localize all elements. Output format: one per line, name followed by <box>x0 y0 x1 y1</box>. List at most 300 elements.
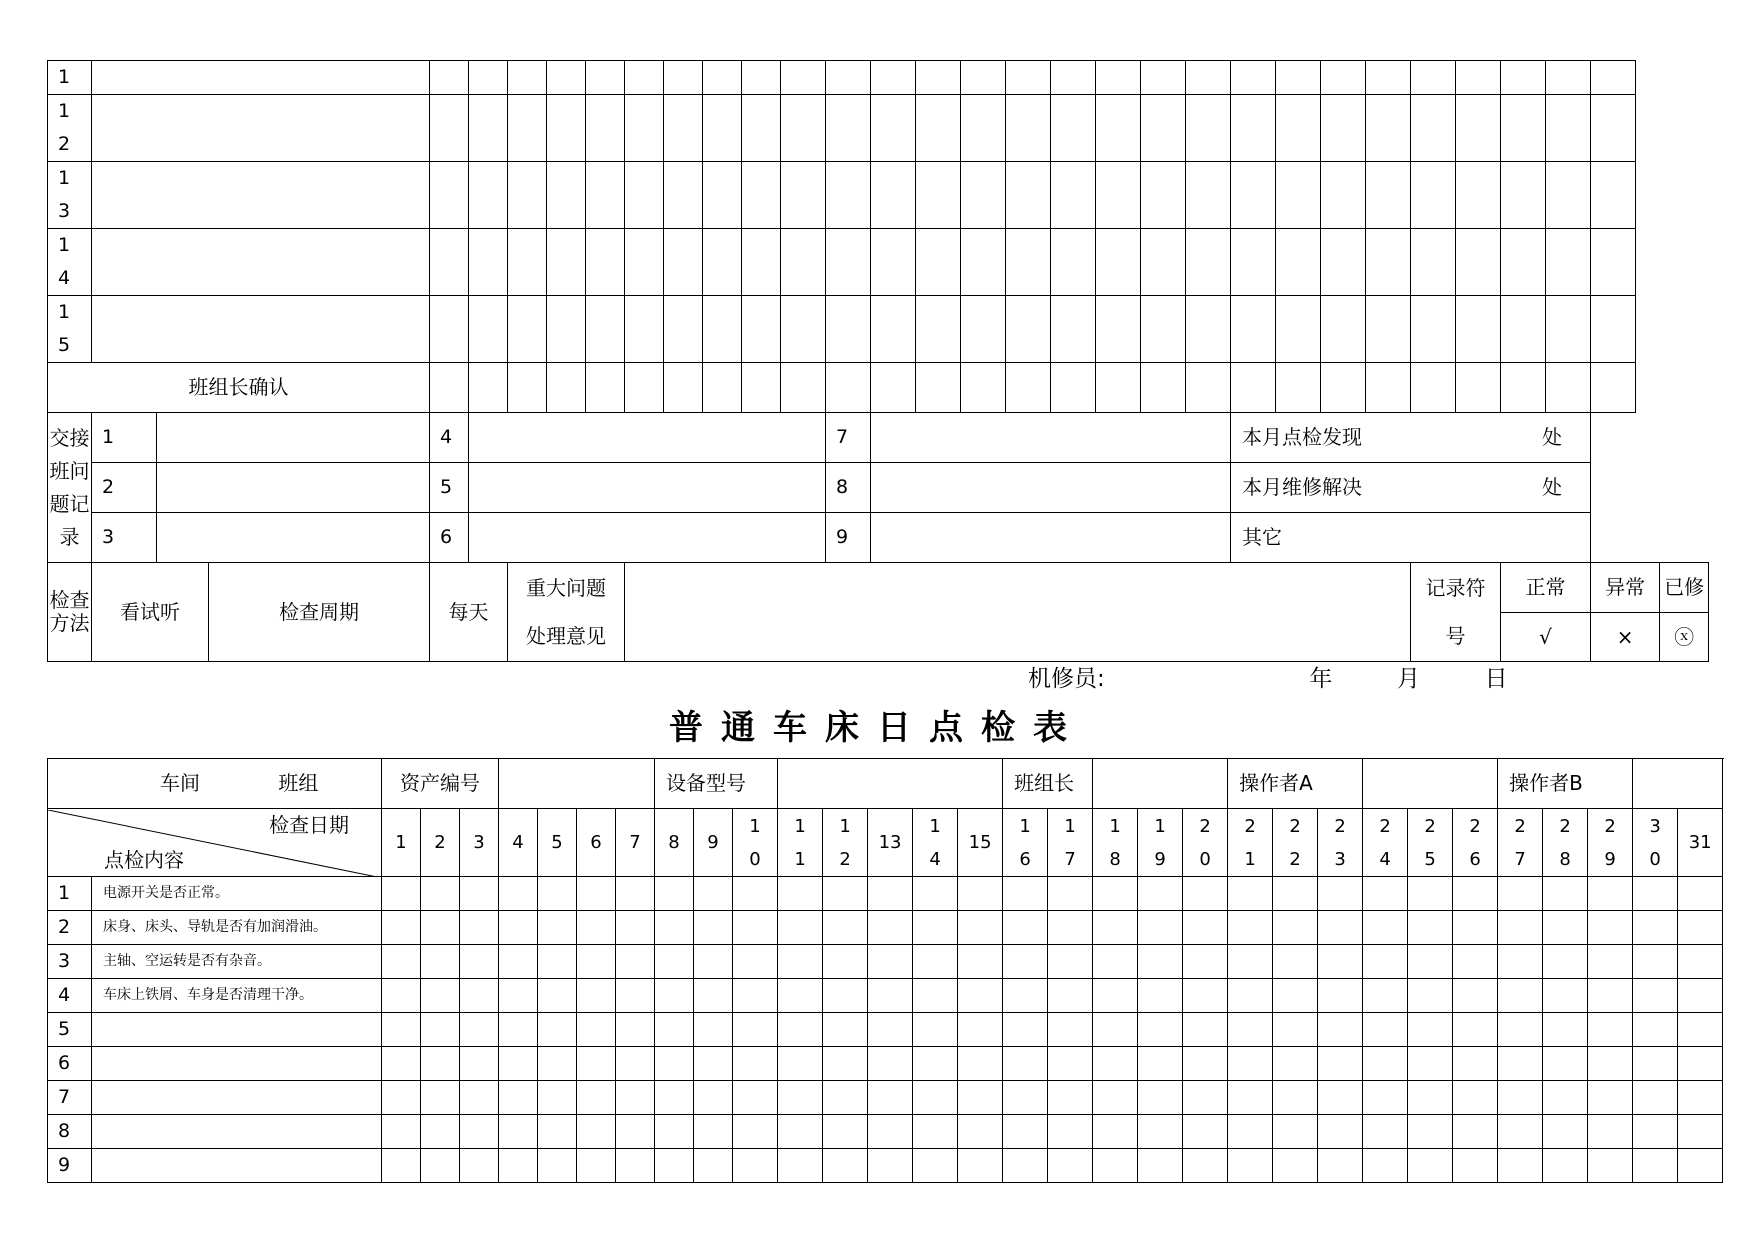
day-check-cell[interactable] <box>1588 945 1633 979</box>
day-check-cell[interactable] <box>781 162 826 229</box>
day-check-cell[interactable] <box>1678 1081 1723 1115</box>
day-check-cell[interactable] <box>1498 945 1543 979</box>
day-check-cell[interactable] <box>664 162 703 229</box>
day-check-cell[interactable] <box>1411 162 1456 229</box>
day-check-cell[interactable] <box>1633 979 1678 1013</box>
day-check-cell[interactable] <box>826 229 871 296</box>
day-check-cell[interactable] <box>499 911 538 945</box>
leader-confirm-cell[interactable] <box>1366 363 1411 413</box>
day-check-cell[interactable] <box>1231 162 1276 229</box>
day-check-cell[interactable] <box>1633 1081 1678 1115</box>
day-check-cell[interactable] <box>1093 979 1138 1013</box>
day-check-cell[interactable] <box>1186 61 1231 95</box>
day-check-cell[interactable] <box>1048 1149 1093 1183</box>
day-check-cell[interactable] <box>1231 61 1276 95</box>
day-check-cell[interactable] <box>1321 229 1366 296</box>
day-check-cell[interactable] <box>1498 911 1543 945</box>
day-check-cell[interactable] <box>694 877 733 911</box>
day-check-cell[interactable] <box>1363 1081 1408 1115</box>
day-check-cell[interactable] <box>781 296 826 363</box>
day-check-cell[interactable] <box>508 61 547 95</box>
handover-entry[interactable] <box>157 513 430 563</box>
day-check-cell[interactable] <box>586 229 625 296</box>
leader-confirm-cell[interactable] <box>586 363 625 413</box>
day-check-cell[interactable] <box>499 945 538 979</box>
day-check-cell[interactable] <box>913 945 958 979</box>
day-check-cell[interactable] <box>1633 877 1678 911</box>
day-check-cell[interactable] <box>1453 1047 1498 1081</box>
day-check-cell[interactable] <box>538 979 577 1013</box>
day-check-cell[interactable] <box>868 877 913 911</box>
day-check-cell[interactable] <box>1228 1115 1273 1149</box>
monthly-solved-cell[interactable] <box>1231 463 1591 513</box>
day-check-cell[interactable] <box>547 296 586 363</box>
day-check-cell[interactable] <box>958 1115 1003 1149</box>
day-check-cell[interactable] <box>1366 296 1411 363</box>
leader-confirm-cell[interactable] <box>469 363 508 413</box>
day-check-cell[interactable] <box>616 1149 655 1183</box>
leader-confirm-cell[interactable] <box>1456 363 1501 413</box>
day-check-cell[interactable] <box>868 1149 913 1183</box>
day-check-cell[interactable] <box>1543 911 1588 945</box>
day-check-cell[interactable] <box>421 877 460 911</box>
day-check-cell[interactable] <box>1093 1115 1138 1149</box>
day-check-cell[interactable] <box>1138 1149 1183 1183</box>
day-check-cell[interactable] <box>1453 1013 1498 1047</box>
day-check-cell[interactable] <box>655 945 694 979</box>
day-check-cell[interactable] <box>1546 229 1591 296</box>
day-check-cell[interactable] <box>382 1013 421 1047</box>
day-check-cell[interactable] <box>655 1149 694 1183</box>
day-check-cell[interactable] <box>1048 1081 1093 1115</box>
day-check-cell[interactable] <box>823 1013 868 1047</box>
day-check-cell[interactable] <box>1273 877 1318 911</box>
day-check-cell[interactable] <box>1183 979 1228 1013</box>
day-check-cell[interactable] <box>1276 296 1321 363</box>
day-check-cell[interactable] <box>421 945 460 979</box>
day-check-cell[interactable] <box>1096 61 1141 95</box>
day-check-cell[interactable] <box>1633 1149 1678 1183</box>
day-check-cell[interactable] <box>826 296 871 363</box>
day-check-cell[interactable] <box>694 1149 733 1183</box>
day-check-cell[interactable] <box>1501 296 1546 363</box>
day-check-cell[interactable] <box>1138 979 1183 1013</box>
day-check-cell[interactable] <box>655 877 694 911</box>
day-check-cell[interactable] <box>1318 1149 1363 1183</box>
day-check-cell[interactable] <box>1456 229 1501 296</box>
day-check-cell[interactable] <box>577 945 616 979</box>
day-check-cell[interactable] <box>1003 1047 1048 1081</box>
day-check-cell[interactable] <box>1501 61 1546 95</box>
handover-entry[interactable] <box>469 463 826 513</box>
day-check-cell[interactable] <box>916 95 961 162</box>
day-check-cell[interactable] <box>1228 1149 1273 1183</box>
day-check-cell[interactable] <box>1096 296 1141 363</box>
day-check-cell[interactable] <box>1093 1081 1138 1115</box>
day-check-cell[interactable] <box>499 979 538 1013</box>
leader-confirm-cell[interactable] <box>1546 363 1591 413</box>
day-check-cell[interactable] <box>460 877 499 911</box>
day-check-cell[interactable] <box>961 95 1006 162</box>
day-check-cell[interactable] <box>421 979 460 1013</box>
day-check-cell[interactable] <box>1183 911 1228 945</box>
day-check-cell[interactable] <box>1363 945 1408 979</box>
day-check-cell[interactable] <box>1318 945 1363 979</box>
day-check-cell[interactable] <box>916 229 961 296</box>
day-check-cell[interactable] <box>694 1047 733 1081</box>
day-check-cell[interactable] <box>1408 945 1453 979</box>
day-check-cell[interactable] <box>868 1047 913 1081</box>
leader-confirm-cell[interactable] <box>1186 363 1231 413</box>
day-check-cell[interactable] <box>1363 877 1408 911</box>
day-check-cell[interactable] <box>538 911 577 945</box>
day-check-cell[interactable] <box>823 979 868 1013</box>
day-check-cell[interactable] <box>1408 1115 1453 1149</box>
day-check-cell[interactable] <box>1318 1013 1363 1047</box>
day-check-cell[interactable] <box>778 877 823 911</box>
day-check-cell[interactable] <box>1588 1149 1633 1183</box>
day-check-cell[interactable] <box>694 945 733 979</box>
day-check-cell[interactable] <box>1588 1081 1633 1115</box>
day-check-cell[interactable] <box>826 95 871 162</box>
day-check-cell[interactable] <box>1498 1013 1543 1047</box>
operator-a-field[interactable] <box>1363 759 1498 809</box>
leader-confirm-cell[interactable] <box>664 363 703 413</box>
day-check-cell[interactable] <box>1006 296 1051 363</box>
day-check-cell[interactable] <box>1456 95 1501 162</box>
day-check-cell[interactable] <box>1543 1013 1588 1047</box>
day-check-cell[interactable] <box>1228 877 1273 911</box>
day-check-cell[interactable] <box>1141 61 1186 95</box>
day-check-cell[interactable] <box>538 1149 577 1183</box>
day-check-cell[interactable] <box>1321 95 1366 162</box>
day-check-cell[interactable] <box>1363 1013 1408 1047</box>
day-check-cell[interactable] <box>586 95 625 162</box>
day-check-cell[interactable] <box>1678 877 1723 911</box>
day-check-cell[interactable] <box>1543 1047 1588 1081</box>
day-check-cell[interactable] <box>823 1081 868 1115</box>
day-check-cell[interactable] <box>1273 979 1318 1013</box>
day-check-cell[interactable] <box>616 911 655 945</box>
day-check-cell[interactable] <box>958 911 1003 945</box>
day-check-cell[interactable] <box>1138 1047 1183 1081</box>
monthly-found-cell[interactable] <box>1231 413 1591 463</box>
leader-confirm-cell[interactable] <box>547 363 586 413</box>
day-check-cell[interactable] <box>1408 911 1453 945</box>
day-check-cell[interactable] <box>547 229 586 296</box>
day-check-cell[interactable] <box>1318 877 1363 911</box>
leader-confirm-cell[interactable] <box>1501 363 1546 413</box>
day-check-cell[interactable] <box>499 877 538 911</box>
day-check-cell[interactable] <box>460 945 499 979</box>
day-check-cell[interactable] <box>1408 1013 1453 1047</box>
day-check-cell[interactable] <box>1183 1149 1228 1183</box>
day-check-cell[interactable] <box>868 979 913 1013</box>
day-check-cell[interactable] <box>1411 229 1456 296</box>
day-check-cell[interactable] <box>1678 979 1723 1013</box>
day-check-cell[interactable] <box>1141 162 1186 229</box>
day-check-cell[interactable] <box>577 1047 616 1081</box>
leader-confirm-cell[interactable] <box>742 363 781 413</box>
leader-confirm-cell[interactable] <box>1096 363 1141 413</box>
day-check-cell[interactable] <box>1186 296 1231 363</box>
day-check-cell[interactable] <box>625 95 664 162</box>
day-check-cell[interactable] <box>577 979 616 1013</box>
leader-confirm-cell[interactable] <box>1276 363 1321 413</box>
day-check-cell[interactable] <box>1003 1013 1048 1047</box>
day-check-cell[interactable] <box>1498 1115 1543 1149</box>
team-leader-field[interactable] <box>1093 759 1228 809</box>
day-check-cell[interactable] <box>547 162 586 229</box>
day-check-cell[interactable] <box>382 1047 421 1081</box>
day-check-cell[interactable] <box>958 979 1003 1013</box>
leader-confirm-cell[interactable] <box>1591 363 1636 413</box>
day-check-cell[interactable] <box>871 162 916 229</box>
day-check-cell[interactable] <box>499 1047 538 1081</box>
day-check-cell[interactable] <box>1408 1081 1453 1115</box>
day-check-cell[interactable] <box>655 1013 694 1047</box>
day-check-cell[interactable] <box>1546 162 1591 229</box>
day-check-cell[interactable] <box>1591 95 1636 162</box>
day-check-cell[interactable] <box>1141 229 1186 296</box>
day-check-cell[interactable] <box>1051 162 1096 229</box>
check-content-cell[interactable] <box>92 229 430 296</box>
day-check-cell[interactable] <box>1096 229 1141 296</box>
handover-entry[interactable] <box>157 413 430 463</box>
day-check-cell[interactable] <box>868 1081 913 1115</box>
day-check-cell[interactable] <box>664 95 703 162</box>
day-check-cell[interactable] <box>1003 1115 1048 1149</box>
day-check-cell[interactable] <box>1048 979 1093 1013</box>
day-check-cell[interactable] <box>664 229 703 296</box>
day-check-cell[interactable] <box>1048 1115 1093 1149</box>
day-check-cell[interactable] <box>1048 877 1093 911</box>
check-content-cell[interactable] <box>92 61 430 95</box>
day-check-cell[interactable] <box>1273 1047 1318 1081</box>
day-check-cell[interactable] <box>694 1013 733 1047</box>
day-check-cell[interactable] <box>1408 979 1453 1013</box>
day-check-cell[interactable] <box>913 1013 958 1047</box>
day-check-cell[interactable] <box>1318 1081 1363 1115</box>
day-check-cell[interactable] <box>1588 877 1633 911</box>
day-check-cell[interactable] <box>586 61 625 95</box>
day-check-cell[interactable] <box>547 95 586 162</box>
day-check-cell[interactable] <box>1363 1047 1408 1081</box>
day-check-cell[interactable] <box>1003 877 1048 911</box>
leader-confirm-cell[interactable] <box>703 363 742 413</box>
day-check-cell[interactable] <box>430 95 469 162</box>
day-check-cell[interactable] <box>742 162 781 229</box>
day-check-cell[interactable] <box>733 1115 778 1149</box>
day-check-cell[interactable] <box>916 296 961 363</box>
major-issue-field[interactable] <box>625 563 1411 662</box>
day-check-cell[interactable] <box>460 1013 499 1047</box>
day-check-cell[interactable] <box>616 1047 655 1081</box>
day-check-cell[interactable] <box>1276 162 1321 229</box>
day-check-cell[interactable] <box>1633 1013 1678 1047</box>
day-check-cell[interactable] <box>1591 229 1636 296</box>
day-check-cell[interactable] <box>1633 1115 1678 1149</box>
day-check-cell[interactable] <box>616 1013 655 1047</box>
day-check-cell[interactable] <box>733 1149 778 1183</box>
day-check-cell[interactable] <box>961 229 1006 296</box>
day-check-cell[interactable] <box>421 1013 460 1047</box>
day-check-cell[interactable] <box>1588 1013 1633 1047</box>
day-check-cell[interactable] <box>778 1115 823 1149</box>
day-check-cell[interactable] <box>1231 296 1276 363</box>
day-check-cell[interactable] <box>1183 1047 1228 1081</box>
day-check-cell[interactable] <box>1093 1013 1138 1047</box>
day-check-cell[interactable] <box>577 1081 616 1115</box>
day-check-cell[interactable] <box>1231 95 1276 162</box>
day-check-cell[interactable] <box>469 61 508 95</box>
day-check-cell[interactable] <box>1411 296 1456 363</box>
leader-confirm-cell[interactable] <box>430 363 469 413</box>
day-check-cell[interactable] <box>1273 1149 1318 1183</box>
day-check-cell[interactable] <box>430 296 469 363</box>
day-check-cell[interactable] <box>616 1081 655 1115</box>
day-check-cell[interactable] <box>1366 95 1411 162</box>
day-check-cell[interactable] <box>1456 162 1501 229</box>
day-check-cell[interactable] <box>733 877 778 911</box>
day-check-cell[interactable] <box>655 1115 694 1149</box>
day-check-cell[interactable] <box>1006 95 1051 162</box>
day-check-cell[interactable] <box>1138 1081 1183 1115</box>
day-check-cell[interactable] <box>1318 979 1363 1013</box>
day-check-cell[interactable] <box>823 1115 868 1149</box>
day-check-cell[interactable] <box>1588 1115 1633 1149</box>
day-check-cell[interactable] <box>655 1047 694 1081</box>
day-check-cell[interactable] <box>913 1047 958 1081</box>
day-check-cell[interactable] <box>694 1081 733 1115</box>
day-check-cell[interactable] <box>499 1013 538 1047</box>
day-check-cell[interactable] <box>460 911 499 945</box>
day-check-cell[interactable] <box>577 911 616 945</box>
day-check-cell[interactable] <box>703 95 742 162</box>
day-check-cell[interactable] <box>499 1081 538 1115</box>
day-check-cell[interactable] <box>1363 1149 1408 1183</box>
day-check-cell[interactable] <box>577 1149 616 1183</box>
check-content-cell[interactable] <box>92 95 430 162</box>
day-check-cell[interactable] <box>616 1115 655 1149</box>
day-check-cell[interactable] <box>382 1081 421 1115</box>
day-check-cell[interactable] <box>1546 296 1591 363</box>
day-check-cell[interactable] <box>694 911 733 945</box>
day-check-cell[interactable] <box>871 61 916 95</box>
day-check-cell[interactable] <box>1006 61 1051 95</box>
day-check-cell[interactable] <box>430 61 469 95</box>
day-check-cell[interactable] <box>1498 1149 1543 1183</box>
leader-confirm-cell[interactable] <box>961 363 1006 413</box>
day-check-cell[interactable] <box>1633 1047 1678 1081</box>
day-check-cell[interactable] <box>1543 945 1588 979</box>
day-check-cell[interactable] <box>694 979 733 1013</box>
handover-entry[interactable] <box>871 413 1231 463</box>
day-check-cell[interactable] <box>421 1149 460 1183</box>
day-check-cell[interactable] <box>1678 1149 1723 1183</box>
day-check-cell[interactable] <box>655 1081 694 1115</box>
day-check-cell[interactable] <box>1453 945 1498 979</box>
day-check-cell[interactable] <box>1138 877 1183 911</box>
day-check-cell[interactable] <box>538 1115 577 1149</box>
day-check-cell[interactable] <box>733 945 778 979</box>
day-check-cell[interactable] <box>586 162 625 229</box>
day-check-cell[interactable] <box>958 945 1003 979</box>
day-check-cell[interactable] <box>460 1115 499 1149</box>
day-check-cell[interactable] <box>826 61 871 95</box>
day-check-cell[interactable] <box>1591 296 1636 363</box>
day-check-cell[interactable] <box>1138 1013 1183 1047</box>
day-check-cell[interactable] <box>733 1013 778 1047</box>
day-check-cell[interactable] <box>1588 911 1633 945</box>
day-check-cell[interactable] <box>1276 61 1321 95</box>
day-check-cell[interactable] <box>703 296 742 363</box>
day-check-cell[interactable] <box>1093 1149 1138 1183</box>
handover-entry[interactable] <box>871 463 1231 513</box>
day-check-cell[interactable] <box>508 296 547 363</box>
day-check-cell[interactable] <box>1138 945 1183 979</box>
day-check-cell[interactable] <box>1183 1115 1228 1149</box>
day-check-cell[interactable] <box>1366 61 1411 95</box>
day-check-cell[interactable] <box>538 1013 577 1047</box>
day-check-cell[interactable] <box>508 229 547 296</box>
day-check-cell[interactable] <box>538 1047 577 1081</box>
day-check-cell[interactable] <box>1183 877 1228 911</box>
day-check-cell[interactable] <box>1096 162 1141 229</box>
day-check-cell[interactable] <box>460 979 499 1013</box>
day-check-cell[interactable] <box>508 162 547 229</box>
day-check-cell[interactable] <box>1048 945 1093 979</box>
day-check-cell[interactable] <box>577 877 616 911</box>
day-check-cell[interactable] <box>868 1115 913 1149</box>
day-check-cell[interactable] <box>871 296 916 363</box>
day-check-cell[interactable] <box>1588 1047 1633 1081</box>
day-check-cell[interactable] <box>1228 1047 1273 1081</box>
day-check-cell[interactable] <box>778 911 823 945</box>
day-check-cell[interactable] <box>733 1047 778 1081</box>
day-check-cell[interactable] <box>1408 1047 1453 1081</box>
day-check-cell[interactable] <box>1678 911 1723 945</box>
day-check-cell[interactable] <box>742 296 781 363</box>
leader-confirm-cell[interactable] <box>1411 363 1456 413</box>
day-check-cell[interactable] <box>469 296 508 363</box>
day-check-cell[interactable] <box>703 229 742 296</box>
day-check-cell[interactable] <box>577 1013 616 1047</box>
day-check-cell[interactable] <box>913 1081 958 1115</box>
handover-entry[interactable] <box>469 413 826 463</box>
day-check-cell[interactable] <box>733 1081 778 1115</box>
day-check-cell[interactable] <box>1501 162 1546 229</box>
day-check-cell[interactable] <box>781 61 826 95</box>
day-check-cell[interactable] <box>1546 61 1591 95</box>
day-check-cell[interactable] <box>1411 61 1456 95</box>
leader-confirm-cell[interactable] <box>508 363 547 413</box>
day-check-cell[interactable] <box>655 979 694 1013</box>
day-check-cell[interactable] <box>823 911 868 945</box>
day-check-cell[interactable] <box>703 162 742 229</box>
day-check-cell[interactable] <box>1003 945 1048 979</box>
day-check-cell[interactable] <box>538 877 577 911</box>
day-check-cell[interactable] <box>1498 1081 1543 1115</box>
day-check-cell[interactable] <box>1543 1115 1588 1149</box>
day-check-cell[interactable] <box>1051 61 1096 95</box>
day-check-cell[interactable] <box>733 979 778 1013</box>
day-check-cell[interactable] <box>916 61 961 95</box>
day-check-cell[interactable] <box>382 979 421 1013</box>
day-check-cell[interactable] <box>781 229 826 296</box>
day-check-cell[interactable] <box>1183 1013 1228 1047</box>
day-check-cell[interactable] <box>616 877 655 911</box>
